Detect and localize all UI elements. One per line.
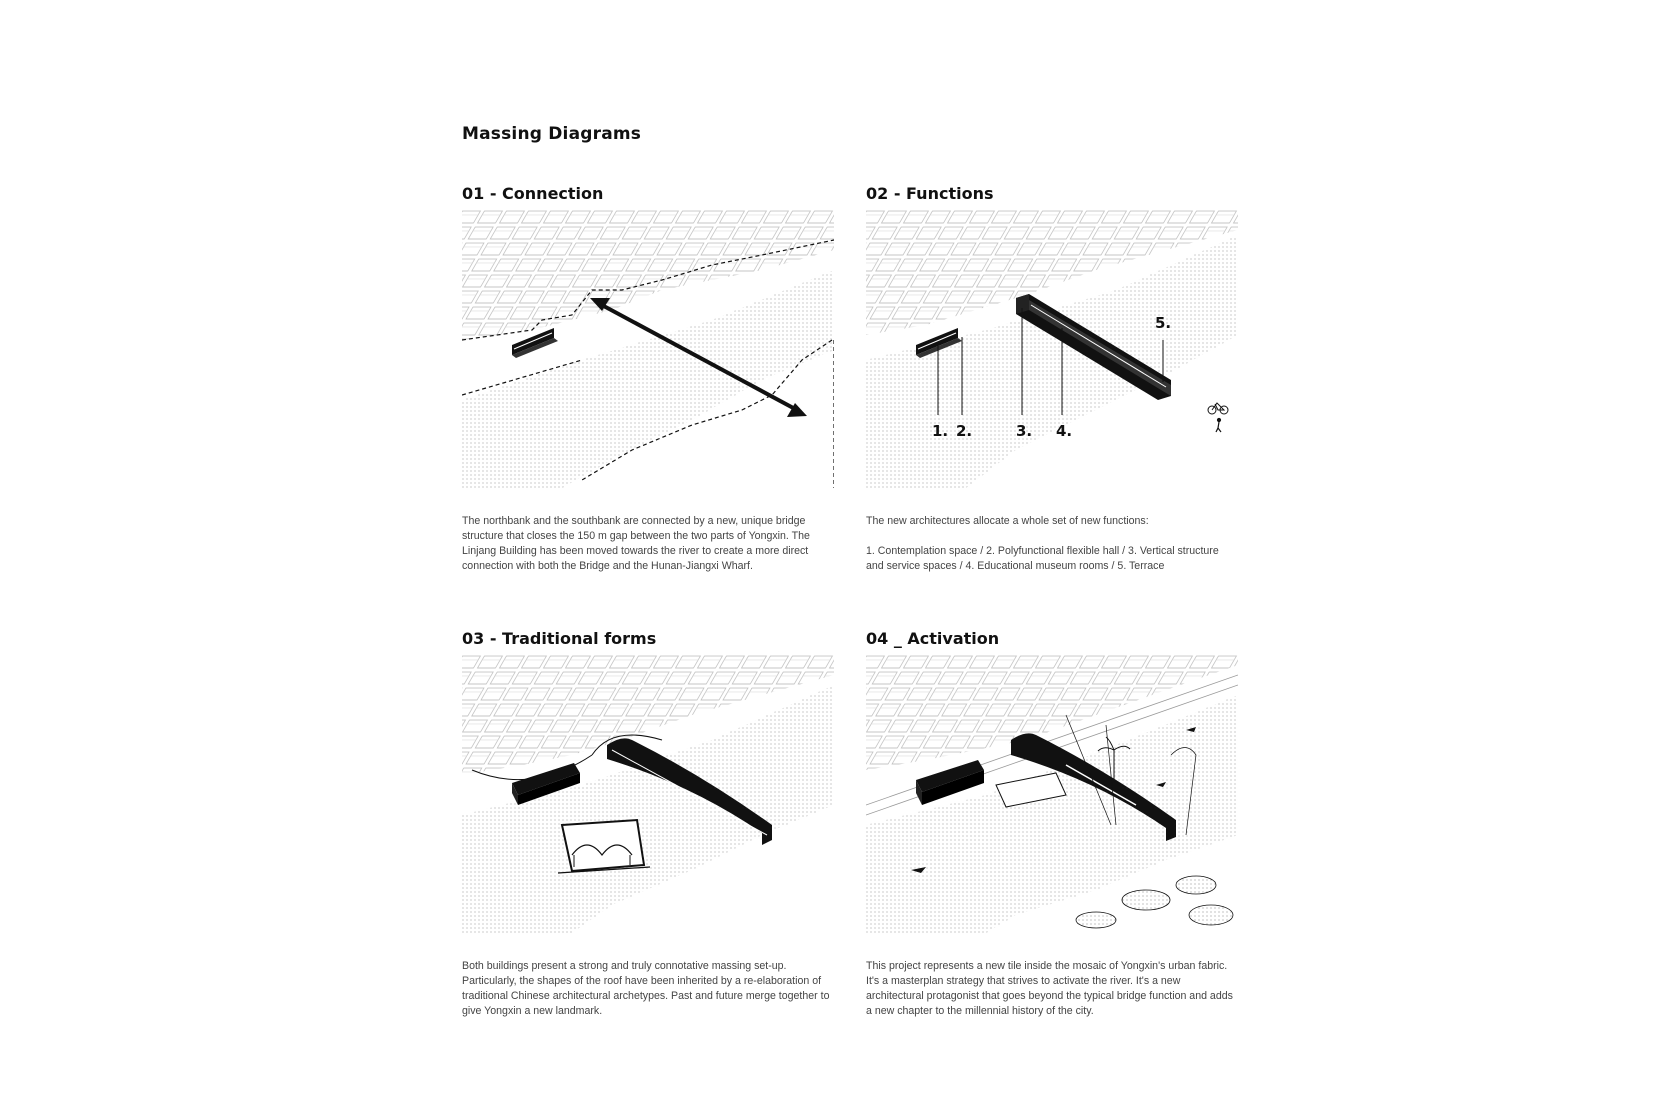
traditional-forms-diagram — [462, 655, 834, 933]
activation-diagram — [866, 655, 1238, 933]
label-2: 2. — [956, 422, 973, 440]
connection-diagram — [462, 210, 834, 488]
panel-traditional-forms — [462, 627, 834, 1017]
label-4: 4. — [1056, 422, 1073, 440]
panel-description: Both buildings present a strong and truly connotative massing set-up. Particularly, the shapes of the roof have been inherited by a re-elaboration of traditional Chinese architectural archetypes. Past and future merge together to give Yongxin a new landmark. — [462, 960, 830, 1017]
panel-activation — [866, 627, 1238, 1017]
panel-description: This project represents a new tile inside the mosaic of Yongxin's urban fabric. It's a masterplan strategy that strives to activate the river. It's a new architectural protagonist that goes beyond the typical bridge function and adds a new chapter to the millennial history of the city. — [866, 960, 1233, 1017]
label-1: 1. — [932, 422, 949, 440]
panel-title: 01 - Connection — [462, 184, 604, 203]
panel-connection — [462, 182, 834, 572]
panel-description: The northbank and the southbank are connected by a new, unique bridge structure that closes the 150 m gap between the two parts of Yongxin. The Linjang Building has been moved towards the river to create a more direct connection with both the Bridge and the Hunan-Jiangxi Wharf. — [462, 515, 810, 572]
roof-sketch — [558, 820, 650, 873]
panel-description: The new architectures allocate a whole set of new functions: 1. Contemplation space / 2. Polyfunctional flexible hall / 3. Vertical structure and service spaces / 4. Educational museum rooms / 5. Terrace — [866, 515, 1219, 572]
functions-diagram — [866, 210, 1238, 488]
label-3: 3. — [1016, 422, 1033, 440]
panel-title: 02 - Functions — [866, 184, 994, 203]
page-title: Massing Diagrams — [462, 124, 642, 144]
label-5: 5. — [1155, 314, 1172, 332]
panel-functions — [866, 182, 1238, 572]
panel-title: 03 - Traditional forms — [462, 629, 657, 648]
panel-title: 04 _ Activation — [866, 629, 1000, 648]
